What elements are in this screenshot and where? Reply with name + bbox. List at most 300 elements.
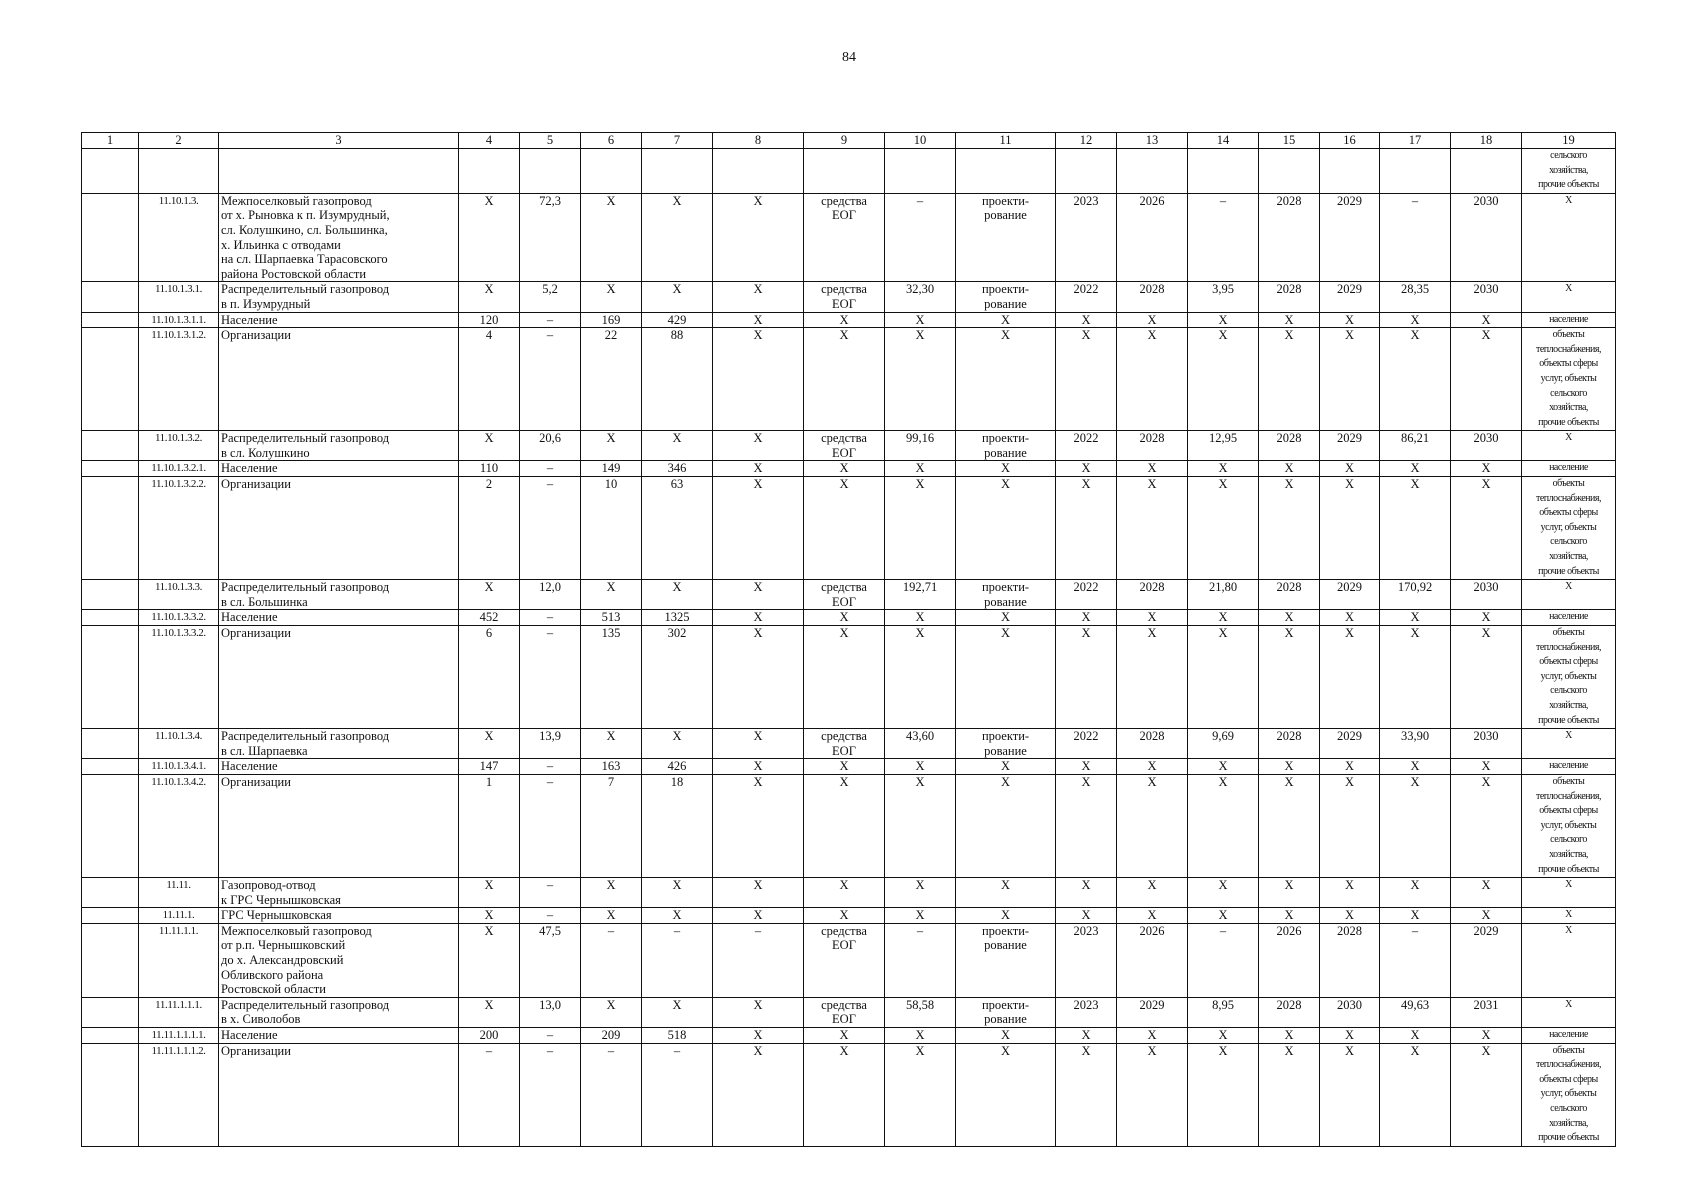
- table-row-fragment: [82, 149, 1616, 194]
- cell-col-4: 4: [459, 328, 520, 431]
- cell-col-6: 149: [581, 461, 642, 477]
- cell-col-7: –: [642, 1043, 713, 1146]
- cell-col-8: Х: [713, 461, 804, 477]
- section-cell: [82, 774, 139, 877]
- cell-col-18: Х: [1451, 328, 1522, 431]
- row-name: Газопровод-отвод к ГРС Чернышковская: [219, 878, 459, 908]
- cell-col-14: Х: [1188, 908, 1259, 924]
- cell-col-7: 18: [642, 774, 713, 877]
- cell-col-10: Х: [885, 328, 956, 431]
- cell-col-7: 426: [642, 759, 713, 775]
- cell-col-18: Х: [1451, 1043, 1522, 1146]
- row-id: 11.11.1.1.1.2.: [139, 1043, 219, 1146]
- cell-col-13: Х: [1117, 610, 1188, 626]
- cell-col-10: Х: [885, 878, 956, 908]
- column-header: 3: [219, 133, 459, 149]
- table-row: [82, 908, 1616, 924]
- cell-col-7: Х: [642, 997, 713, 1027]
- cell-col-17: Х: [1380, 626, 1451, 729]
- cell-col-6: 163: [581, 759, 642, 775]
- cell-col-10: Х: [885, 477, 956, 580]
- cell-col-17: Х: [1380, 1043, 1451, 1146]
- gasification-table: [81, 132, 1616, 1147]
- cell-col-14: 12,95: [1188, 431, 1259, 461]
- column-header: 1: [82, 133, 139, 149]
- section-cell: [82, 997, 139, 1027]
- cell-col-17: Х: [1380, 774, 1451, 877]
- cell-col-15: 2026: [1259, 923, 1320, 997]
- cell-col-17: Х: [1380, 610, 1451, 626]
- cell-col-14: Х: [1188, 477, 1259, 580]
- cell-col-8: Х: [713, 193, 804, 282]
- cell-col-12: Х: [1056, 461, 1117, 477]
- row-id: 11.10.1.3.1.1.: [139, 312, 219, 328]
- cell-col-12: Х: [1056, 477, 1117, 580]
- cell-col-19: население: [1522, 610, 1616, 626]
- column-header: 12: [1056, 133, 1117, 149]
- cell-col-15: 2028: [1259, 580, 1320, 610]
- cell-col-4: Х: [459, 282, 520, 312]
- cell-col-7: Х: [642, 193, 713, 282]
- cell-col-15: Х: [1259, 908, 1320, 924]
- cell-col-19: население: [1522, 1028, 1616, 1044]
- cell-col-11: Х: [956, 461, 1056, 477]
- cell-col-10: Х: [885, 1028, 956, 1044]
- cell-col-13: Х: [1117, 1028, 1188, 1044]
- cell-col-16: Х: [1320, 774, 1380, 877]
- cell-col-5: –: [520, 610, 581, 626]
- cell-col-18: 2029: [1451, 923, 1522, 997]
- cell-col-10: –: [885, 923, 956, 997]
- cell-col-12: Х: [1056, 774, 1117, 877]
- cell-col-6: 209: [581, 1028, 642, 1044]
- cell-col-14: Х: [1188, 1028, 1259, 1044]
- cell-col-12: Х: [1056, 759, 1117, 775]
- table-row: [82, 759, 1616, 775]
- cell-col-14: 8,95: [1188, 997, 1259, 1027]
- table-row: [82, 729, 1616, 759]
- cell-col-8: Х: [713, 431, 804, 461]
- row-name: Распределительный газопровод в сл. Колушкино: [219, 431, 459, 461]
- section-cell: [82, 477, 139, 580]
- cell-col-8: Х: [713, 610, 804, 626]
- cell-col-9: Х: [804, 610, 885, 626]
- cell-col-18: Х: [1451, 610, 1522, 626]
- cell-col-15: Х: [1259, 1028, 1320, 1044]
- cell-col-9: средства ЕОГ: [804, 923, 885, 997]
- cell-col-17: 86,21: [1380, 431, 1451, 461]
- cell-col-10: 192,71: [885, 580, 956, 610]
- cell-col-18: 2031: [1451, 997, 1522, 1027]
- cell-col-13: 2028: [1117, 282, 1188, 312]
- table-body: [82, 149, 1616, 1147]
- cell-col-8: Х: [713, 477, 804, 580]
- section-cell: [82, 729, 139, 759]
- cell-col-6: Х: [581, 878, 642, 908]
- section-cell: [82, 580, 139, 610]
- cell-col-8: Х: [713, 774, 804, 877]
- cell-col-11: проекти- рование: [956, 729, 1056, 759]
- column-header: 4: [459, 133, 520, 149]
- column-header: 16: [1320, 133, 1380, 149]
- cell-col-14: Х: [1188, 626, 1259, 729]
- section-cell: [82, 282, 139, 312]
- column-header: 8: [713, 133, 804, 149]
- cell-col-12: Х: [1056, 328, 1117, 431]
- column-header: 9: [804, 133, 885, 149]
- row-name: Организации: [219, 1043, 459, 1146]
- row-id: 11.10.1.3.2.2.: [139, 477, 219, 580]
- cell-col-6: Х: [581, 193, 642, 282]
- cell-col-16: Х: [1320, 1028, 1380, 1044]
- table-row: [82, 774, 1616, 877]
- cell-col-16: Х: [1320, 328, 1380, 431]
- cell-col-12: 2023: [1056, 923, 1117, 997]
- cell-col-17: Х: [1380, 1028, 1451, 1044]
- cell-col-18: Х: [1451, 759, 1522, 775]
- row-name: Распределительный газопровод в сл. Большинка: [219, 580, 459, 610]
- cell-col-5: –: [520, 774, 581, 877]
- cell-col-16: 2029: [1320, 193, 1380, 282]
- cell-col-15: 2028: [1259, 193, 1320, 282]
- cell-col-19: Х: [1522, 580, 1616, 610]
- cell-col-17: 33,90: [1380, 729, 1451, 759]
- cell-col-5: 13,0: [520, 997, 581, 1027]
- cell-col-7: 518: [642, 1028, 713, 1044]
- cell-col-7: Х: [642, 908, 713, 924]
- column-header: 6: [581, 133, 642, 149]
- cell-col-5: 13,9: [520, 729, 581, 759]
- cell-col-14: 9,69: [1188, 729, 1259, 759]
- cell-col-6: Х: [581, 282, 642, 312]
- cell-col-4: Х: [459, 923, 520, 997]
- cell-col-16: Х: [1320, 1043, 1380, 1146]
- cell-col-9: средства ЕОГ: [804, 729, 885, 759]
- cell-col-11: проекти- рование: [956, 923, 1056, 997]
- cell-col-19: Х: [1522, 193, 1616, 282]
- cell-col-19: население: [1522, 759, 1616, 775]
- cell-col-11: Х: [956, 328, 1056, 431]
- cell-col-7: 1325: [642, 610, 713, 626]
- row-id: 11.10.1.3.4.1.: [139, 759, 219, 775]
- cell-col-11: Х: [956, 774, 1056, 877]
- cell-col-15: 2028: [1259, 729, 1320, 759]
- cell-col-10: Х: [885, 908, 956, 924]
- row-id: 11.10.1.3.3.2.: [139, 610, 219, 626]
- cell-col-11: Х: [956, 1028, 1056, 1044]
- cell-col-15: Х: [1259, 878, 1320, 908]
- cell-col-10: Х: [885, 312, 956, 328]
- cell-col-9: Х: [804, 626, 885, 729]
- cell-col-9: средства ЕОГ: [804, 193, 885, 282]
- cell-col-5: –: [520, 626, 581, 729]
- column-header: 17: [1380, 133, 1451, 149]
- cell-col-14: –: [1188, 193, 1259, 282]
- column-header: 13: [1117, 133, 1188, 149]
- fragment-note: сельского хозяйства, прочие объекты: [1522, 149, 1616, 194]
- cell-col-13: 2028: [1117, 580, 1188, 610]
- row-name: Население: [219, 461, 459, 477]
- cell-col-4: Х: [459, 729, 520, 759]
- cell-col-14: Х: [1188, 328, 1259, 431]
- cell-col-15: 2028: [1259, 282, 1320, 312]
- cell-col-12: Х: [1056, 878, 1117, 908]
- row-id: 11.11.1.1.1.1.: [139, 1028, 219, 1044]
- cell-col-17: Х: [1380, 759, 1451, 775]
- cell-col-11: проекти- рование: [956, 431, 1056, 461]
- row-id: 11.11.1.: [139, 908, 219, 924]
- cell-col-5: 72,3: [520, 193, 581, 282]
- cell-col-15: Х: [1259, 312, 1320, 328]
- cell-col-5: 20,6: [520, 431, 581, 461]
- cell-col-10: 58,58: [885, 997, 956, 1027]
- cell-col-14: 21,80: [1188, 580, 1259, 610]
- cell-col-19: объекты теплоснабжения, объекты сферы услуг, объекты сельского хозяйства, прочие объекты: [1522, 1043, 1616, 1146]
- cell-col-12: 2022: [1056, 282, 1117, 312]
- cell-col-5: 47,5: [520, 923, 581, 997]
- cell-col-13: Х: [1117, 759, 1188, 775]
- cell-col-10: Х: [885, 774, 956, 877]
- cell-col-4: Х: [459, 193, 520, 282]
- cell-col-13: 2026: [1117, 923, 1188, 997]
- cell-col-6: Х: [581, 997, 642, 1027]
- cell-col-8: Х: [713, 878, 804, 908]
- cell-col-6: Х: [581, 431, 642, 461]
- cell-col-12: Х: [1056, 908, 1117, 924]
- cell-col-9: Х: [804, 759, 885, 775]
- cell-col-17: Х: [1380, 461, 1451, 477]
- cell-col-7: Х: [642, 878, 713, 908]
- page-number: 84: [842, 50, 856, 65]
- cell-col-9: Х: [804, 774, 885, 877]
- cell-col-5: –: [520, 759, 581, 775]
- cell-col-9: Х: [804, 461, 885, 477]
- cell-col-9: средства ЕОГ: [804, 282, 885, 312]
- cell-col-9: Х: [804, 1028, 885, 1044]
- column-header: 10: [885, 133, 956, 149]
- cell-col-10: 32,30: [885, 282, 956, 312]
- cell-col-16: 2029: [1320, 282, 1380, 312]
- cell-col-13: Х: [1117, 1043, 1188, 1146]
- cell-col-17: –: [1380, 923, 1451, 997]
- cell-col-11: Х: [956, 759, 1056, 775]
- row-id: 11.10.1.3.1.2.: [139, 328, 219, 431]
- cell-col-4: 200: [459, 1028, 520, 1044]
- cell-col-6: Х: [581, 908, 642, 924]
- row-name: Организации: [219, 328, 459, 431]
- cell-col-18: Х: [1451, 878, 1522, 908]
- cell-col-6: –: [581, 1043, 642, 1146]
- row-name: Организации: [219, 626, 459, 729]
- column-header: 18: [1451, 133, 1522, 149]
- cell-col-5: 5,2: [520, 282, 581, 312]
- cell-col-18: 2030: [1451, 580, 1522, 610]
- cell-col-10: Х: [885, 626, 956, 729]
- cell-col-15: Х: [1259, 1043, 1320, 1146]
- cell-col-19: объекты теплоснабжения, объекты сферы услуг, объекты сельского хозяйства, прочие объекты: [1522, 626, 1616, 729]
- cell-col-14: Х: [1188, 1043, 1259, 1146]
- row-name: ГРС Чернышковская: [219, 908, 459, 924]
- cell-col-4: 452: [459, 610, 520, 626]
- section-cell: [82, 312, 139, 328]
- cell-col-12: Х: [1056, 626, 1117, 729]
- table-row: [82, 610, 1616, 626]
- cell-col-17: Х: [1380, 328, 1451, 431]
- column-header: 11: [956, 133, 1056, 149]
- cell-col-11: Х: [956, 477, 1056, 580]
- cell-col-16: 2030: [1320, 997, 1380, 1027]
- section-cell: [82, 1028, 139, 1044]
- cell-col-12: 2022: [1056, 729, 1117, 759]
- cell-col-11: Х: [956, 312, 1056, 328]
- cell-col-14: –: [1188, 923, 1259, 997]
- cell-col-12: 2023: [1056, 997, 1117, 1027]
- cell-col-9: средства ЕОГ: [804, 997, 885, 1027]
- table-row: [82, 431, 1616, 461]
- cell-col-16: 2029: [1320, 729, 1380, 759]
- cell-col-4: 120: [459, 312, 520, 328]
- cell-col-7: 429: [642, 312, 713, 328]
- table-row: [82, 923, 1616, 997]
- cell-col-19: Х: [1522, 282, 1616, 312]
- cell-col-15: Х: [1259, 328, 1320, 431]
- cell-col-6: 22: [581, 328, 642, 431]
- cell-col-9: средства ЕОГ: [804, 580, 885, 610]
- row-id: 11.10.1.3.4.2.: [139, 774, 219, 877]
- cell-col-13: 2029: [1117, 997, 1188, 1027]
- cell-col-15: Х: [1259, 759, 1320, 775]
- cell-col-13: Х: [1117, 477, 1188, 580]
- cell-col-13: Х: [1117, 878, 1188, 908]
- cell-col-5: –: [520, 1028, 581, 1044]
- table-row: [82, 1028, 1616, 1044]
- section-cell: [82, 461, 139, 477]
- cell-col-19: Х: [1522, 997, 1616, 1027]
- cell-col-18: Х: [1451, 477, 1522, 580]
- cell-col-8: Х: [713, 626, 804, 729]
- cell-col-4: Х: [459, 878, 520, 908]
- cell-col-5: –: [520, 477, 581, 580]
- cell-col-18: 2030: [1451, 193, 1522, 282]
- row-id: 11.10.1.3.3.2.: [139, 626, 219, 729]
- cell-col-18: Х: [1451, 626, 1522, 729]
- cell-col-13: Х: [1117, 774, 1188, 877]
- table-row: [82, 282, 1616, 312]
- cell-col-4: –: [459, 1043, 520, 1146]
- column-header: 14: [1188, 133, 1259, 149]
- row-name: Население: [219, 610, 459, 626]
- row-id: 11.10.1.3.1.: [139, 282, 219, 312]
- cell-col-6: 10: [581, 477, 642, 580]
- cell-col-14: Х: [1188, 461, 1259, 477]
- cell-col-4: Х: [459, 580, 520, 610]
- section-cell: [82, 908, 139, 924]
- cell-col-8: Х: [713, 729, 804, 759]
- column-header: 2: [139, 133, 219, 149]
- cell-col-9: Х: [804, 312, 885, 328]
- cell-col-4: Х: [459, 908, 520, 924]
- cell-col-19: Х: [1522, 908, 1616, 924]
- cell-col-7: 302: [642, 626, 713, 729]
- cell-col-5: –: [520, 1043, 581, 1146]
- row-name: Население: [219, 759, 459, 775]
- cell-col-19: Х: [1522, 729, 1616, 759]
- row-name: Межпоселковый газопровод от р.п. Чернышковский до х. Александровский Обливского района Ростовской области: [219, 923, 459, 997]
- cell-col-19: объекты теплоснабжения, объекты сферы услуг, объекты сельского хозяйства, прочие объекты: [1522, 328, 1616, 431]
- section-cell: [82, 878, 139, 908]
- cell-col-16: Х: [1320, 759, 1380, 775]
- row-name: Организации: [219, 477, 459, 580]
- cell-col-16: Х: [1320, 610, 1380, 626]
- cell-col-7: Х: [642, 580, 713, 610]
- cell-col-16: Х: [1320, 878, 1380, 908]
- row-name: Распределительный газопровод в сл. Шарпаевка: [219, 729, 459, 759]
- column-header: 15: [1259, 133, 1320, 149]
- section-cell: [82, 759, 139, 775]
- cell-col-9: Х: [804, 908, 885, 924]
- cell-col-13: 2026: [1117, 193, 1188, 282]
- cell-col-8: –: [713, 923, 804, 997]
- cell-col-8: Х: [713, 328, 804, 431]
- cell-col-5: –: [520, 908, 581, 924]
- cell-col-12: 2022: [1056, 431, 1117, 461]
- cell-col-8: Х: [713, 908, 804, 924]
- row-name: Организации: [219, 774, 459, 877]
- row-name: Население: [219, 312, 459, 328]
- cell-col-13: Х: [1117, 908, 1188, 924]
- section-cell: [82, 923, 139, 997]
- cell-col-17: 49,63: [1380, 997, 1451, 1027]
- row-id: 11.10.1.3.2.: [139, 431, 219, 461]
- cell-col-10: 99,16: [885, 431, 956, 461]
- cell-col-9: Х: [804, 1043, 885, 1146]
- cell-col-11: Х: [956, 908, 1056, 924]
- cell-col-13: Х: [1117, 626, 1188, 729]
- cell-col-11: проекти- рование: [956, 580, 1056, 610]
- cell-col-12: 2023: [1056, 193, 1117, 282]
- table-row: [82, 193, 1616, 282]
- cell-col-4: Х: [459, 431, 520, 461]
- row-name: Население: [219, 1028, 459, 1044]
- row-id: 11.10.1.3.: [139, 193, 219, 282]
- cell-col-19: Х: [1522, 878, 1616, 908]
- row-name: Распределительный газопровод в п. Изумрудный: [219, 282, 459, 312]
- cell-col-6: 135: [581, 626, 642, 729]
- cell-col-4: 1: [459, 774, 520, 877]
- cell-col-16: Х: [1320, 312, 1380, 328]
- column-header: 7: [642, 133, 713, 149]
- cell-col-14: Х: [1188, 312, 1259, 328]
- cell-col-14: Х: [1188, 610, 1259, 626]
- table-row: [82, 328, 1616, 431]
- row-id: 11.10.1.3.4.: [139, 729, 219, 759]
- table-row: [82, 580, 1616, 610]
- cell-col-7: 346: [642, 461, 713, 477]
- section-cell: [82, 328, 139, 431]
- cell-col-11: проекти- рование: [956, 997, 1056, 1027]
- section-cell: [82, 193, 139, 282]
- row-id: 11.11.1.1.: [139, 923, 219, 997]
- cell-col-14: 3,95: [1188, 282, 1259, 312]
- section-cell: [82, 431, 139, 461]
- cell-col-19: население: [1522, 312, 1616, 328]
- cell-col-13: Х: [1117, 461, 1188, 477]
- cell-col-12: Х: [1056, 1028, 1117, 1044]
- cell-col-19: Х: [1522, 431, 1616, 461]
- cell-col-7: –: [642, 923, 713, 997]
- cell-col-12: Х: [1056, 312, 1117, 328]
- cell-col-17: –: [1380, 193, 1451, 282]
